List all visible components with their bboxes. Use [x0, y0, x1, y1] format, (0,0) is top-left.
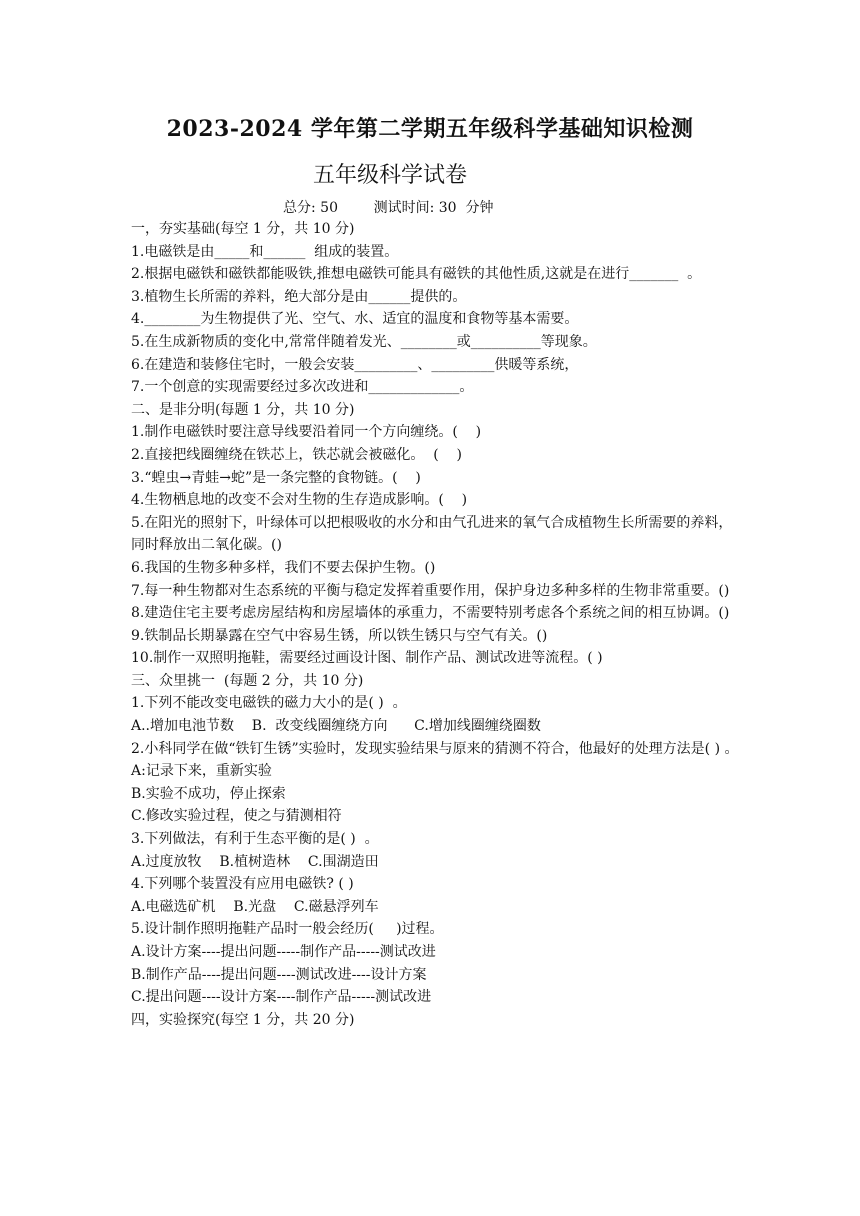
question-options: A.电磁选矿机 B.光盘 C.磁悬浮列车 — [131, 898, 379, 915]
question: 1.制作电磁铁时要注意导线要沿着同一个方向缠绕。( ) — [131, 424, 482, 441]
question: 10.制作一双照明拖鞋，需要经过画设计图、制作产品、测试改进等流程。( ) — [131, 650, 603, 667]
question-options: A.过度放牧 B.植树造林 C.围湖造田 — [131, 853, 379, 870]
question-option: A:记录下来，重新实验 — [131, 763, 272, 780]
question-option: B.实验不成功，停止探索 — [131, 785, 286, 802]
exam-title: 2023-2024 学年第二学期五年级科学基础知识检测 — [166, 116, 694, 142]
question: 8.建造住宅主要考虑房屋结构和房屋墙体的承重力，不需要特别考虑各个系统之间的相互协调。() — [131, 605, 730, 622]
question: 6.我国的生物多种多样，我们不要去保护生物。() — [131, 559, 436, 576]
question-option: B.制作产品----提出问题----测试改进----设计方案 — [131, 966, 427, 983]
question: 7.每一种生物都对生态系统的平衡与稳定发挥着重要作用，保护身边多种多样的生物非常重要。() — [131, 582, 730, 599]
question: 5.在阳光的照射下，叶绿体可以把根吸收的水分和由气孔进来的氧气合成植物生长所需要的养料，同时释放出二氧化碳。() — [131, 514, 733, 554]
section-heading: 一，夯实基础(每空 1 分，共 10 分) — [131, 221, 355, 237]
question-option: C.提出问题----设计方案----制作产品-----测试改进 — [131, 989, 432, 1006]
section-heading: 二、是非分明(每题 1 分，共 10 分) — [131, 401, 355, 418]
question: 7.一个创意的实现需要经过多次改进和_____________。 — [131, 379, 474, 396]
question: 4.下列哪个装置没有应用电磁铁? ( ) — [131, 876, 354, 893]
question: 3.“蝗虫→青蛙→蛇”是一条完整的食物链。( ) — [131, 469, 421, 486]
question: 4.生物栖息地的改变不会对生物的生存造成影响。( ) — [131, 492, 468, 509]
exam-body — [131, 218, 741, 1031]
question: 5.设计制作照明拖鞋产品时一般会经历( )过程。 — [131, 921, 444, 938]
question-options: A..增加电池节数 B. 改变线圈缠绕方向 C.增加线圈缠绕圈数 — [131, 718, 541, 735]
question-option: C.修改实验过程，使之与猜测相符 — [131, 808, 342, 825]
question: 3.下列做法，有利于生态平衡的是( ) 。 — [131, 831, 379, 848]
section-heading: 三、众里挑一 (每题 2 分，共 10 分) — [131, 672, 364, 689]
question: 5.在生成新物质的变化中,常常伴随着发光、________或__________等现象。 — [131, 333, 597, 350]
question: 1.电磁铁是由_____和______ 组成的装置。 — [131, 243, 399, 260]
question: 9.铁制品长期暴露在空气中容易生锈，所以铁生锈只与空气有关。() — [131, 627, 548, 644]
question: 2.小科同学在做“铁钉生锈”实验时，发现实验结果与原来的猜测不符合，他最好的处理方法是( ) 。 — [131, 740, 739, 757]
question: 3.植物生长所需的养料，绝大部分是由______提供的。 — [131, 288, 467, 305]
question: 1.下列不能改变电磁铁的磁力大小的是( ) 。 — [131, 695, 407, 712]
question-option: A.设计方案----提出问题-----制作产品-----测试改进 — [131, 944, 436, 960]
question: 4.________为生物提供了光、空气、水、适宜的温度和食物等基本需要。 — [131, 311, 579, 328]
exam-meta: 总分: 50 测试时间: 30 分钟 — [283, 200, 494, 216]
section-heading: 四，实验探究(每空 1 分，共 20 分) — [131, 1011, 355, 1028]
question: 6.在建造和装修住宅时，一般会安装_________、_________供暖等系统， — [131, 356, 579, 373]
exam-subtitle: 五年级科学试卷 — [312, 163, 467, 188]
question: 2.根据电磁铁和磁铁都能吸铁,推想电磁铁可能具有磁铁的其他性质,这就是在进行_______ 。 — [131, 266, 702, 283]
question: 2.直接把线圈缠绕在铁芯上，铁芯就会被磁化。 ( ) — [131, 446, 462, 463]
